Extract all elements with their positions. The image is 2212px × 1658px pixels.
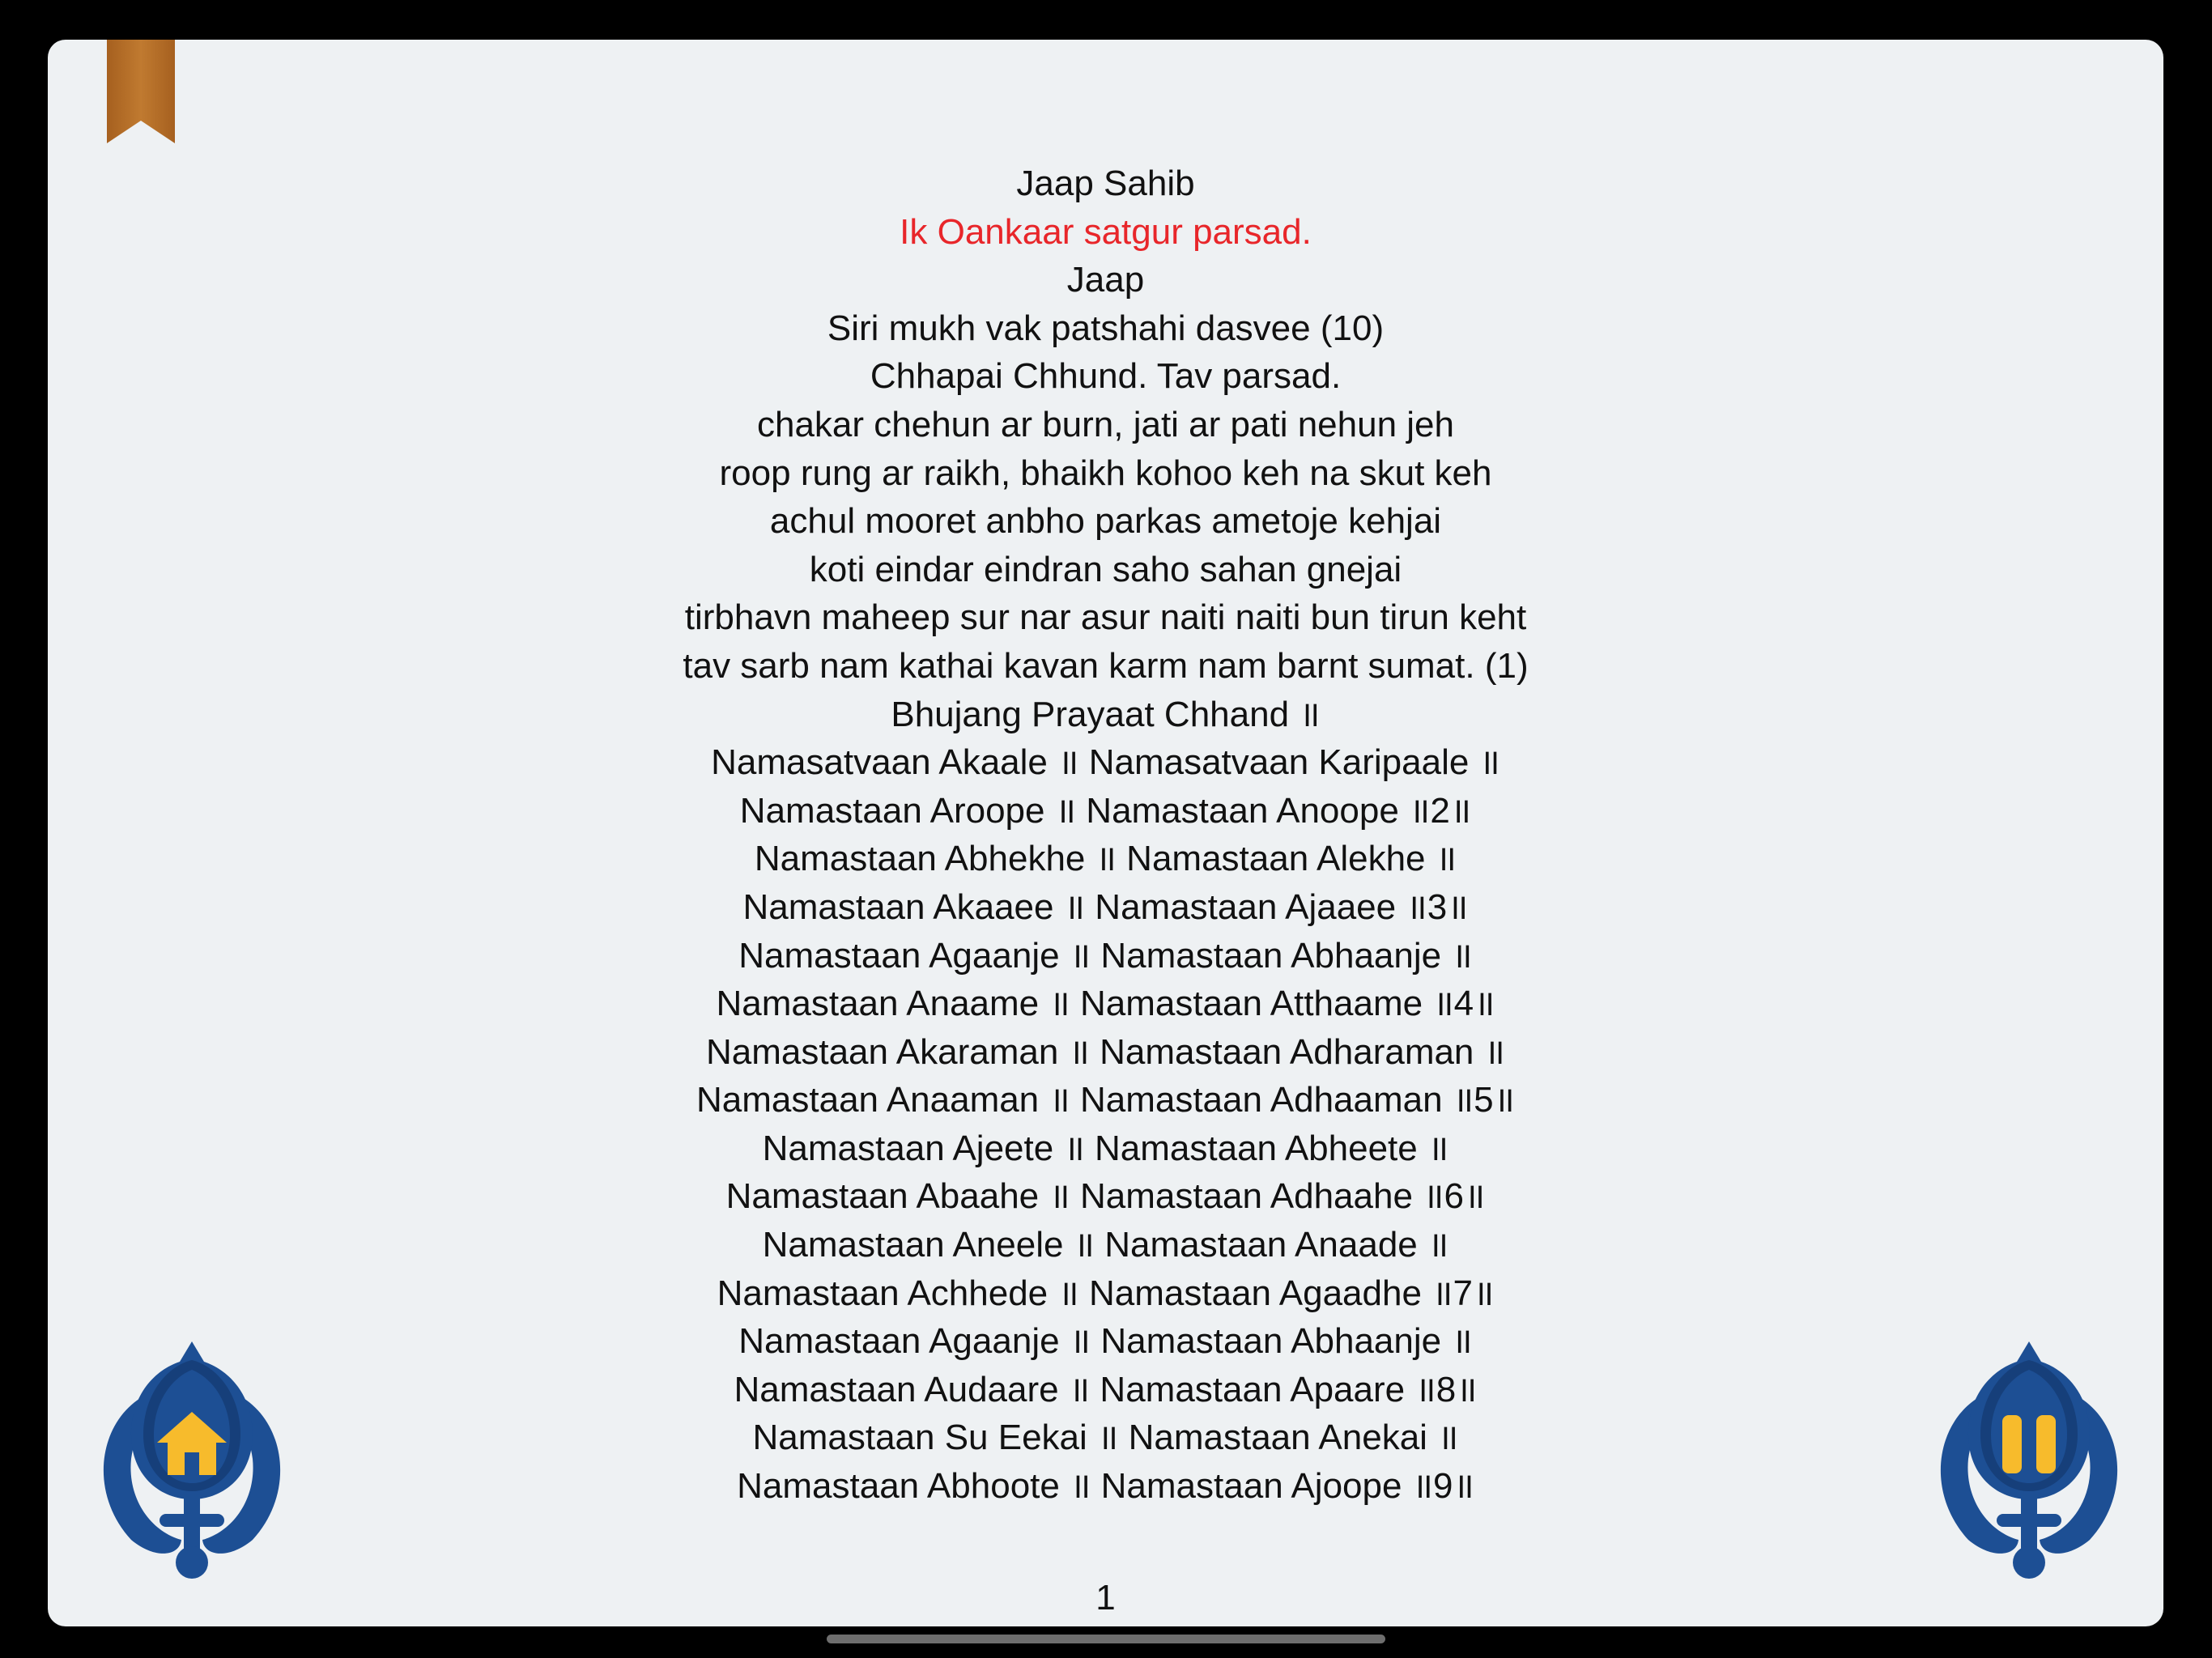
- khanda-pause-icon: [1941, 1341, 2117, 1579]
- text-line: Siri mukh vak patshahi dasvee (10): [827, 308, 1385, 348]
- pause-button[interactable]: [1920, 1337, 2138, 1580]
- text-line: Namastaan Achhede ॥ Namastaan Agaadhe ॥7॥: [717, 1273, 1495, 1313]
- text-line: tirbhavn maheep sur nar asur naiti naiti bun tirun keht: [684, 597, 1527, 638]
- text-line: Namastaan Audaare ॥ Namastaan Apaare ॥8॥: [734, 1369, 1478, 1409]
- text-line: Namastaan Abaahe ॥ Namastaan Adhaahe ॥6॥: [725, 1176, 1486, 1217]
- text-line: Namastaan Akaraman ॥ Namastaan Adharaman ॥: [705, 1031, 1505, 1072]
- page-number: 1: [1095, 1578, 1116, 1618]
- home-indicator[interactable]: [827, 1635, 1385, 1643]
- text-line: Bhujang Prayaat Chhand ॥: [891, 694, 1321, 734]
- text-line: Namastaan Abhekhe ॥ Namastaan Alekhe ॥: [754, 839, 1457, 879]
- text-line: achul mooret anbho parkas ametoje kehjai: [769, 501, 1442, 542]
- text-line: Namastaan Ajeete ॥ Namastaan Abheete ॥: [762, 1128, 1449, 1168]
- gurbani-text: [48, 159, 2163, 1511]
- text-line: chakar chehun ar burn, jati ar pati nehun jeh: [756, 404, 1454, 444]
- reader-page: [48, 40, 2163, 1626]
- text-line: Namastaan Agaanje ॥ Namastaan Abhaanje ॥: [738, 935, 1473, 976]
- text-line: Namasatvaan Akaale ॥ Namasatvaan Karipaale ॥: [711, 742, 1500, 783]
- khanda-home-icon: [104, 1341, 280, 1579]
- bookmark-ribbon-icon[interactable]: [107, 40, 175, 143]
- text-line: Namastaan Abhoote ॥ Namastaan Ajoope ॥9॥: [737, 1466, 1474, 1507]
- text-line: Chhapai Chhund. Tav parsad.: [870, 356, 1342, 397]
- home-button[interactable]: [83, 1337, 301, 1580]
- text-line: Namastaan Aneele ॥ Namastaan Anaade ॥: [762, 1225, 1449, 1265]
- text-line: Jaap Sahib: [1016, 164, 1195, 203]
- text-line: Jaap: [1066, 260, 1145, 300]
- text-line: tav sarb nam kathai kavan karm nam barnt sumat. (1): [683, 645, 1529, 686]
- text-line: koti eindar eindran saho sahan gnejai: [809, 549, 1402, 589]
- highlighted-text-line: Ik Oankaar satgur parsad.: [900, 211, 1312, 252]
- text-line: Namastaan Akaaee ॥ Namastaan Ajaaee ॥3॥: [742, 886, 1469, 927]
- text-line: Namastaan Anaaman ॥ Namastaan Adhaaman ॥5॥: [696, 1080, 1515, 1120]
- text-line: roop rung ar raikh, bhaikh kohoo keh na skut keh: [719, 453, 1492, 493]
- text-line: Namastaan Su Eekai ॥ Namastaan Anekai ॥: [752, 1418, 1459, 1458]
- text-line: Namastaan Agaanje ॥ Namastaan Abhaanje ॥: [738, 1321, 1473, 1362]
- text-line: Namastaan Aroope ॥ Namastaan Anoope ॥2॥: [739, 790, 1472, 831]
- text-line: Namastaan Anaame ॥ Namastaan Atthaame ॥4॥: [716, 984, 1495, 1024]
